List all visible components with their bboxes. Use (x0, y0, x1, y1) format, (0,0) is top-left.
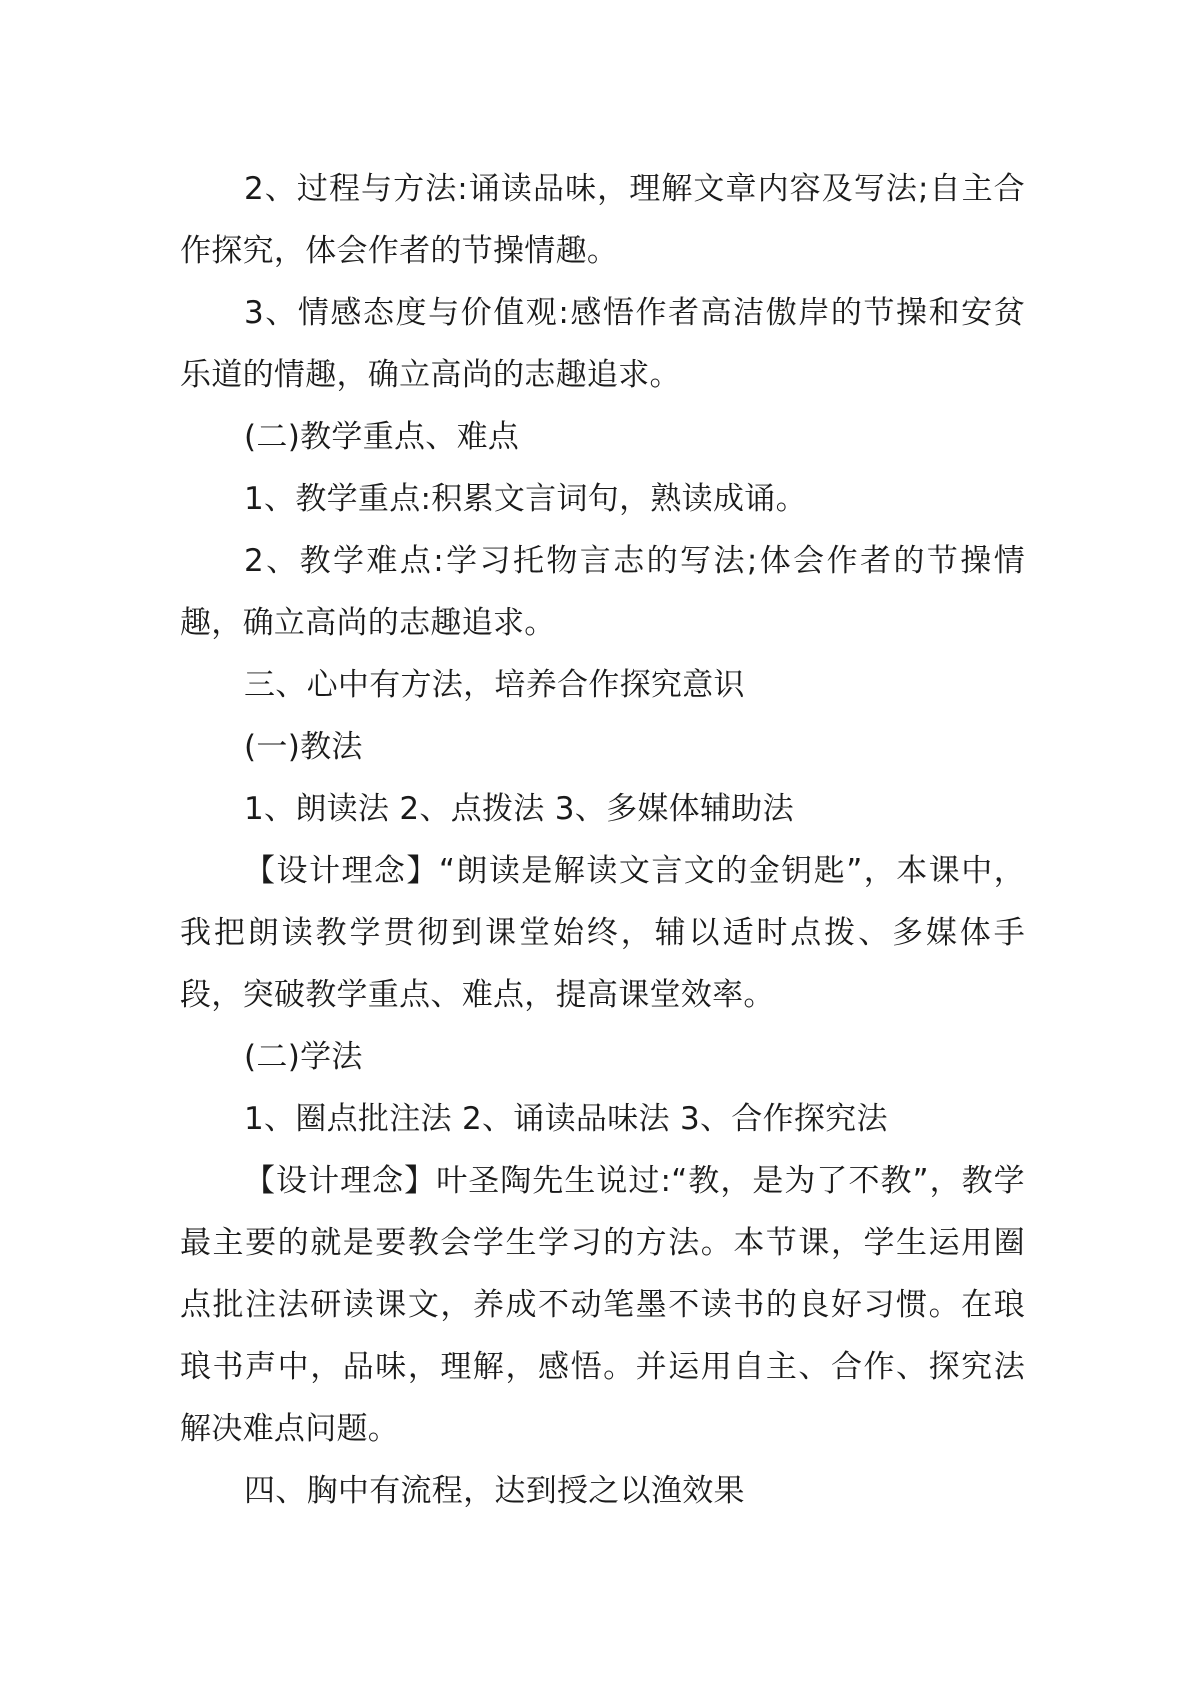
document-body (180, 158, 1025, 1522)
paragraph-design-concept-learning: 【设计理念】叶圣陶先生说过:“教，是为了不教”，教学最主要的就是要教会学生学习的方法。本节课，学生运用圈点批注法研读课文，养成不动笔墨不读书的良好习惯。在琅琅书声中，品味，理解，感悟。并运用自主、合作、探究法解决难点问题。 (180, 1163, 1025, 1447)
heading-key-difficult-points: (二)教学重点、难点 (244, 419, 520, 455)
heading-learning-methods: (二)学法 (244, 1039, 363, 1075)
heading-section-four: 四、胸中有流程，达到授之以渔效果 (244, 1473, 745, 1509)
paragraph-teaching-key-point: 1、教学重点:积累文言词句，熟读成诵。 (244, 481, 807, 517)
paragraph-process-method: 2、过程与方法:诵读品味，理解文章内容及写法;自主合作探究，体会作者的节操情趣。 (180, 171, 1025, 269)
list-learning-methods: 1、圈点批注法 2、诵读品味法 3、合作探究法 (244, 1101, 888, 1137)
paragraph-emotion-values: 3、情感态度与价值观:感悟作者高洁傲岸的节操和安贫乐道的情趣，确立高尚的志趣追求。 (180, 295, 1025, 393)
list-teaching-methods: 1、朗读法 2、点拨法 3、多媒体辅助法 (244, 791, 794, 827)
heading-teaching-methods: (一)教法 (244, 729, 363, 765)
heading-section-three: 三、心中有方法，培养合作探究意识 (244, 667, 745, 703)
paragraph-design-concept-reading: 【设计理念】“朗读是解读文言文的金钥匙”，本课中，我把朗读教学贯彻到课堂始终，辅以适时点拨、多媒体手段，突破教学重点、难点，提高课堂效率。 (180, 853, 1025, 1013)
paragraph-teaching-difficulty: 2、教学难点:学习托物言志的写法;体会作者的节操情趣，确立高尚的志趣追求。 (180, 543, 1025, 641)
